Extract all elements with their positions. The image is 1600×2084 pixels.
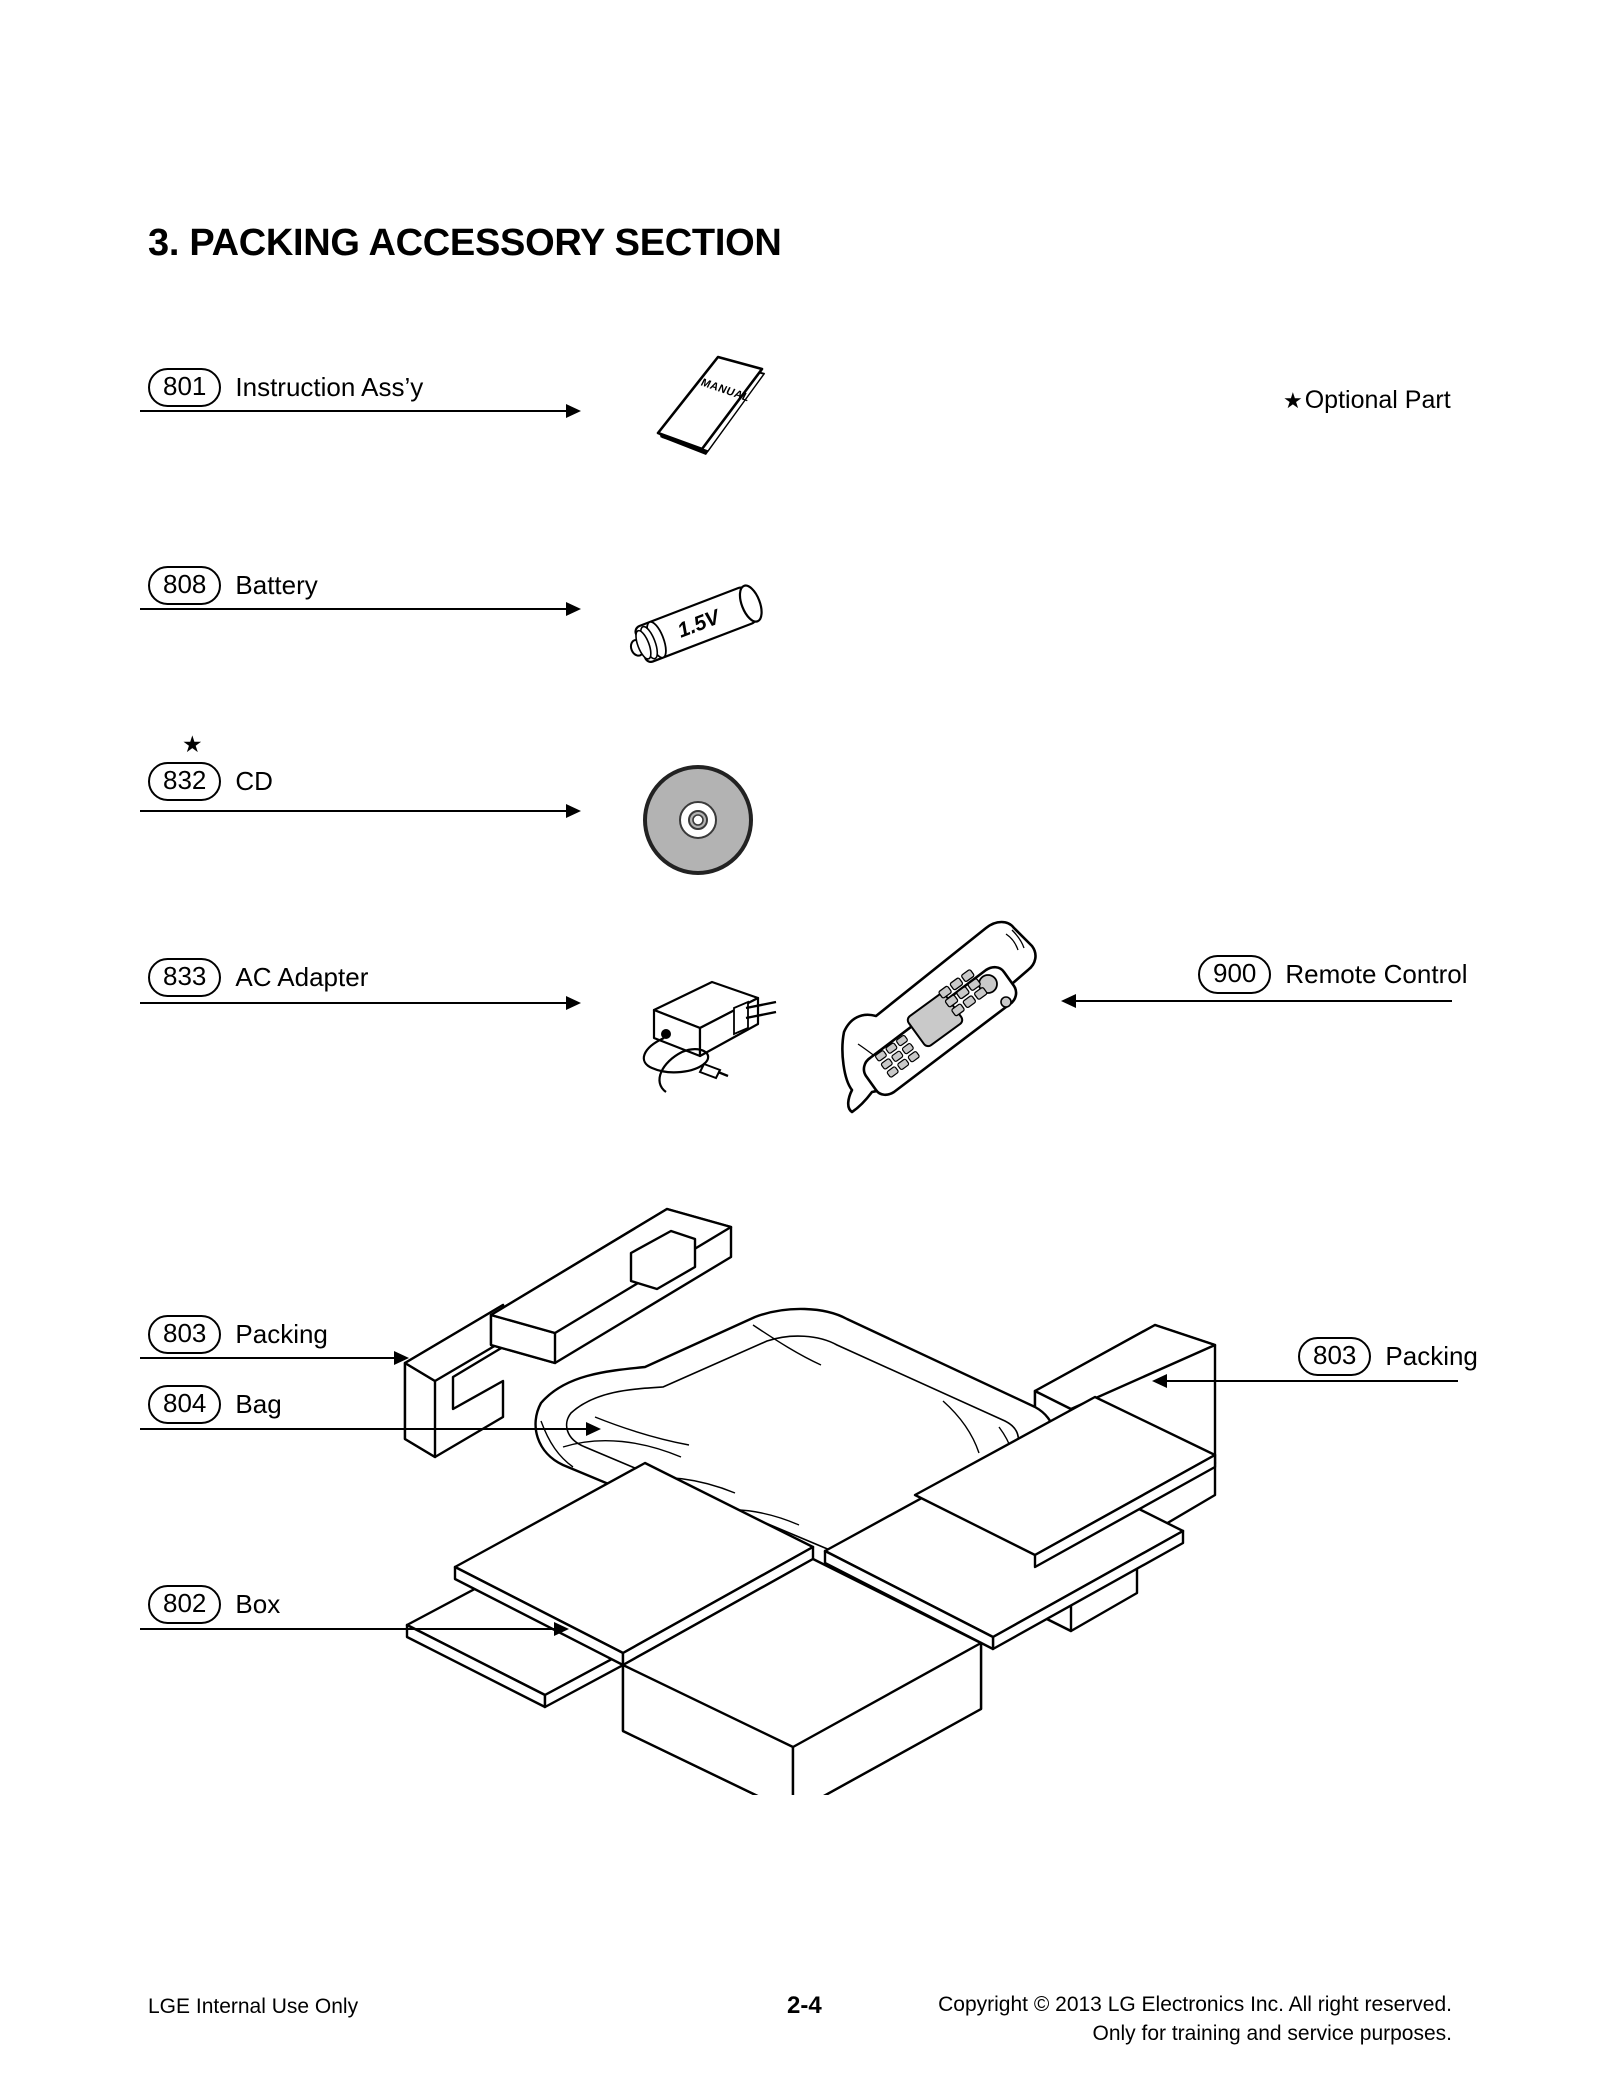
leader-arrow-832 xyxy=(566,804,581,818)
leader-line-900 xyxy=(1076,1000,1452,1002)
callout-804[interactable] xyxy=(148,1385,282,1424)
part-number-808: 808 xyxy=(148,566,221,605)
manual-cover-text: MANUAL xyxy=(698,376,752,405)
leader-line-802 xyxy=(140,1628,558,1630)
part-label-808: Battery xyxy=(235,569,318,600)
callout-801[interactable] xyxy=(148,368,423,407)
part-label-833: AC Adapter xyxy=(235,961,369,992)
leader-arrow-833 xyxy=(566,996,581,1010)
part-label-802: Box xyxy=(235,1588,281,1619)
compact-disc-illustration xyxy=(638,760,758,880)
footer-copyright-line1: Copyright © 2013 LG Electronics Inc. All right reserved. xyxy=(938,1993,1452,2016)
part-number-832: 832 xyxy=(148,762,221,801)
page-title: 3. PACKING ACCESSORY SECTION xyxy=(148,222,782,264)
optional-part-legend xyxy=(1283,386,1451,415)
leader-line-803-left xyxy=(140,1357,398,1359)
manual-booklet-illustration xyxy=(640,345,810,465)
star-icon: ★ xyxy=(1283,388,1303,413)
callout-802[interactable] xyxy=(148,1585,280,1624)
callout-803-right[interactable] xyxy=(1298,1337,1478,1376)
callout-900[interactable] xyxy=(1198,955,1467,994)
callout-832[interactable] xyxy=(148,762,273,801)
leader-line-804 xyxy=(140,1428,590,1430)
footer-page-number: 2-4 xyxy=(787,1992,822,2019)
leader-arrow-803-left xyxy=(394,1351,409,1365)
part-number-900: 900 xyxy=(1198,955,1271,994)
star-icon-832: ★ xyxy=(182,731,203,757)
leader-arrow-803-right xyxy=(1152,1374,1167,1388)
callout-803-left[interactable] xyxy=(148,1315,328,1354)
remote-control-illustration xyxy=(836,912,1066,1132)
footer-copyright-line2: Only for training and service purposes. xyxy=(1092,2022,1452,2045)
callout-808[interactable] xyxy=(148,566,318,605)
part-label-804: Bag xyxy=(235,1388,282,1419)
leader-line-803-right xyxy=(1167,1380,1458,1382)
part-number-833: 833 xyxy=(148,958,221,997)
part-label-803-right: Packing xyxy=(1385,1340,1478,1371)
part-number-803-right: 803 xyxy=(1298,1337,1371,1376)
leader-arrow-804 xyxy=(586,1422,601,1436)
leader-line-801 xyxy=(140,410,570,412)
battery-illustration xyxy=(610,570,790,675)
part-label-803-left: Packing xyxy=(235,1318,328,1349)
part-label-801: Instruction Ass’y xyxy=(235,371,424,402)
ac-adapter-illustration xyxy=(608,952,788,1102)
leader-line-833 xyxy=(140,1002,570,1004)
callout-833[interactable] xyxy=(148,958,368,997)
part-number-803-left: 803 xyxy=(148,1315,221,1354)
leader-arrow-900 xyxy=(1061,994,1076,1008)
part-number-804: 804 xyxy=(148,1385,221,1424)
leader-arrow-808 xyxy=(566,602,581,616)
footer-internal-use: LGE Internal Use Only xyxy=(148,1995,359,2018)
part-number-802: 802 xyxy=(148,1585,221,1624)
optional-part-label: Optional Part xyxy=(1304,386,1451,414)
leader-arrow-801 xyxy=(566,404,581,418)
part-label-832: CD xyxy=(235,765,273,796)
leader-arrow-802 xyxy=(554,1622,569,1636)
part-number-801: 801 xyxy=(148,368,221,407)
leader-line-832 xyxy=(140,810,570,812)
packing-assembly-illustration xyxy=(395,1195,1225,1795)
battery-voltage-text: 1.5V xyxy=(674,605,723,643)
part-label-900: Remote Control xyxy=(1285,958,1468,989)
leader-line-808 xyxy=(140,608,570,610)
